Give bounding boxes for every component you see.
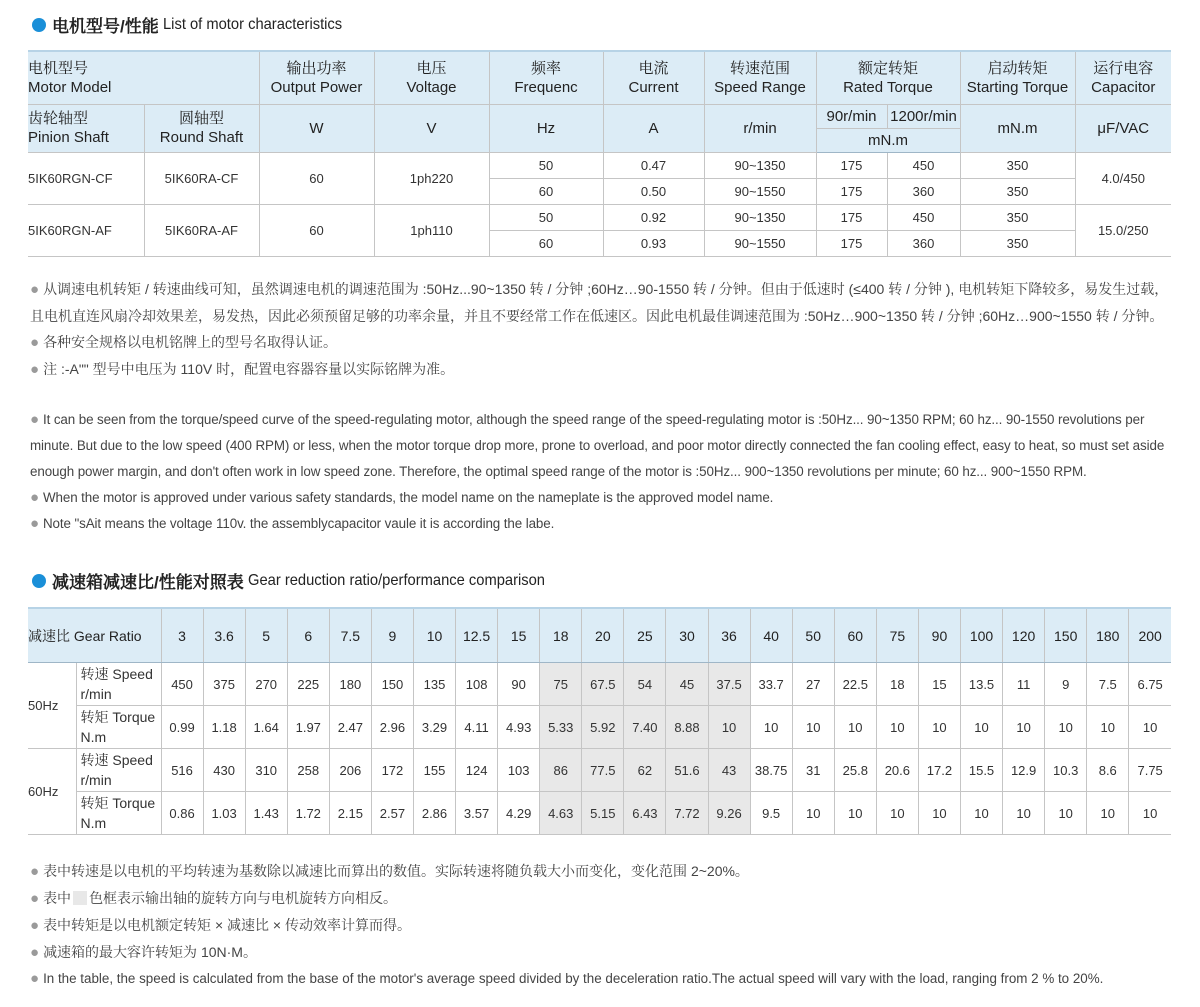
bullet-icon: ● [30, 411, 39, 428]
header-power-cn: 输出功率 [286, 59, 347, 77]
speed-label [76, 749, 161, 792]
note-text: 各种安全规格以电机铭牌上的型号名取得认证。 [43, 334, 338, 350]
torque-value: 9.26 [708, 792, 750, 835]
note-item [30, 511, 1175, 537]
speed-value: 75 [540, 663, 582, 706]
speed-value: 150 [371, 663, 413, 706]
speed-label-name: 转速 Speed [80, 666, 153, 682]
rt90-value: 175 [816, 178, 887, 204]
freq-value: 50 [489, 204, 603, 230]
current-value: 0.92 [603, 204, 704, 230]
speed-value: 90 [498, 663, 540, 706]
rt1200-value: 360 [887, 178, 960, 204]
speed-value: 86 [540, 749, 582, 792]
torque-value: 2.96 [371, 706, 413, 749]
section-title-cn: 电机型号/性能 [52, 17, 159, 36]
note-text: It can be seen from the torque/speed curve of the speed-regulating motor, although the speed range of the speed-regulating motor is :50Hz... 90~1350 RPM; 60 hz... 90-1550 revolutions per minute. But due to the low speed (400 RPM) or less, when the motor torque drop more, prone to overload, and poor motor directly connected the fan cooling effect, easy to heat, so must set aside enough power margin, and don't often work in low speed zone. Therefore, the optimal speed range of the motor is :50Hz... 900~1350 revolutions per minute; 60 hz... 900~1550 RPM. [30, 412, 1165, 479]
unit-rated: mN.m [816, 128, 960, 152]
speed-value: 25.8 [834, 749, 876, 792]
bullet-icon: ● [30, 515, 39, 532]
torque-value: 10 [708, 706, 750, 749]
speed-value: 6.75 [1129, 663, 1171, 706]
unit-start: mN.m [960, 104, 1075, 152]
torque-value: 3.57 [456, 792, 498, 835]
header-model-cn: 电机型号 [28, 59, 89, 77]
header-current-cn: 电流 [638, 59, 669, 77]
torque-value: 3.29 [413, 706, 455, 749]
speed-value: 135 [413, 663, 455, 706]
pinion-model: 5IK60RGN-CF [28, 152, 144, 204]
torque-value: 10 [918, 706, 960, 749]
speed-value: 37.5 [708, 663, 750, 706]
note-text: Note "sAit means the voltage 110v. the assemblycapacitor vaule it is according the labe. [42, 516, 555, 531]
torque-value: 5.15 [582, 792, 624, 835]
torque-value: 1.72 [287, 792, 329, 835]
note-text: 表中 [43, 890, 72, 906]
torque-value: 4.29 [498, 792, 540, 835]
gear-ratio-value: 100 [960, 608, 1002, 663]
gear-ratio-value: 3 [161, 608, 203, 663]
round-model: 5IK60RA-CF [144, 152, 259, 204]
note-item [30, 885, 1175, 912]
unit-capacitor: μF/VAC [1075, 104, 1171, 152]
start-value: 350 [960, 152, 1075, 178]
header-capacitor [1075, 51, 1171, 104]
current-value: 0.93 [603, 230, 704, 256]
gear-ratio-value: 20 [582, 608, 624, 663]
torque-value: 10 [1045, 792, 1087, 835]
speed-label-unit: r/min [80, 686, 112, 702]
note-text: 色框表示输出轴的旋转方向与电机旋转方向相反。 [89, 890, 398, 906]
start-value: 350 [960, 204, 1075, 230]
torque-value: 2.57 [371, 792, 413, 835]
header-round-cn: 圆轴型 [178, 110, 224, 127]
speed-value: 7.75 [1129, 749, 1171, 792]
speed-value: 11 [1003, 663, 1045, 706]
note-item [30, 912, 1175, 939]
speed-value: 103 [498, 749, 540, 792]
unit-frequency: Hz [489, 104, 603, 152]
speed-value: 10.3 [1045, 749, 1087, 792]
gear-ratio-value: 60 [834, 608, 876, 663]
speed-value: 90~1350 [704, 152, 816, 178]
rt90-value: 175 [816, 152, 887, 178]
bullet-icon: ● [30, 334, 40, 351]
gear-ratio-value: 90 [918, 608, 960, 663]
torque-value: 2.15 [329, 792, 371, 835]
speed-value: 17.2 [918, 749, 960, 792]
notes-cn [30, 276, 1175, 383]
torque-value: 1.97 [287, 706, 329, 749]
torque-value: 10 [1045, 706, 1087, 749]
torque-value: 10 [1129, 792, 1171, 835]
header-model-en: Motor Model [28, 78, 112, 96]
gear-speed-row [28, 663, 1171, 706]
torque-value: 6.43 [624, 792, 666, 835]
gear-ratio-value: 9 [371, 608, 413, 663]
header-speed-en: Speed Range [714, 78, 806, 96]
bullet-icon: ● [30, 917, 40, 934]
torque-value: 10 [876, 706, 918, 749]
torque-value: 10 [960, 792, 1002, 835]
motor-characteristics-table [28, 50, 1171, 257]
gear-ratio-value: 10 [413, 608, 455, 663]
header-start-cn: 启动转矩 [987, 59, 1048, 77]
speed-value: 172 [371, 749, 413, 792]
note-text: 减速箱的最大容许转矩为 10N·M。 [43, 944, 257, 960]
torque-value: 10 [1003, 706, 1045, 749]
speed-value: 43 [708, 749, 750, 792]
torque-value: 10 [792, 706, 834, 749]
note-item [30, 329, 1175, 356]
speed-label [76, 663, 161, 706]
gear-speed-row [28, 749, 1171, 792]
torque-value: 10 [1129, 706, 1171, 749]
gear-ratio-table [28, 607, 1171, 835]
speed-value: 38.75 [750, 749, 792, 792]
round-model: 5IK60RA-AF [144, 204, 259, 256]
speed-value: 180 [329, 663, 371, 706]
rt1200-value: 360 [887, 230, 960, 256]
gear-torque-row [28, 706, 1171, 749]
torque-label-unit: N.m [80, 729, 107, 745]
speed-value: 22.5 [834, 663, 876, 706]
header-rated-cn: 额定转矩 [857, 59, 918, 77]
speed-value: 124 [456, 749, 498, 792]
speed-value: 54 [624, 663, 666, 706]
gear-ratio-value: 15 [498, 608, 540, 663]
note-item [30, 485, 1175, 511]
torque-value: 10 [834, 792, 876, 835]
torque-value: 10 [792, 792, 834, 835]
header-power [259, 51, 374, 104]
speed-value: 18 [876, 663, 918, 706]
torque-label-name: 转矩 Torque [80, 795, 156, 811]
torque-value: 5.33 [540, 706, 582, 749]
torque-value: 4.63 [540, 792, 582, 835]
torque-value: 7.72 [666, 792, 708, 835]
gear-ratio-value: 200 [1129, 608, 1171, 663]
rt1200-value: 450 [887, 152, 960, 178]
speed-value: 270 [245, 663, 287, 706]
start-value: 350 [960, 230, 1075, 256]
speed-value: 31 [792, 749, 834, 792]
torque-value: 4.11 [456, 706, 498, 749]
torque-value: 1.64 [245, 706, 287, 749]
unit-current: A [603, 104, 704, 152]
highlight-swatch [73, 891, 87, 905]
voltage-value: 1ph110 [374, 204, 489, 256]
gear-torque-row [28, 792, 1171, 835]
gear-ratio-value: 12.5 [456, 608, 498, 663]
torque-label [76, 792, 161, 835]
speed-value: 77.5 [582, 749, 624, 792]
bullet-icon: ● [30, 281, 40, 298]
torque-value: 1.18 [203, 706, 245, 749]
torque-value: 10 [750, 706, 792, 749]
header-pinion-cn: 齿轮轴型 [28, 110, 89, 127]
speed-value: 9 [1045, 663, 1087, 706]
speed-value: 12.9 [1003, 749, 1045, 792]
speed-value: 155 [413, 749, 455, 792]
current-value: 0.47 [603, 152, 704, 178]
header-speed-cn: 转速范围 [729, 59, 790, 77]
header-rated-en: Rated Torque [843, 78, 933, 96]
bullet-icon [32, 18, 46, 32]
note-text: When the motor is approved under various safety standards, the model name on the nameplate is the approved model name. [42, 490, 774, 505]
header-starting-torque [960, 51, 1075, 104]
speed-value: 90~1550 [704, 230, 816, 256]
freq-value: 60 [489, 230, 603, 256]
gear-ratio-value: 18 [540, 608, 582, 663]
gear-ratio-value: 7.5 [329, 608, 371, 663]
speed-value: 310 [245, 749, 287, 792]
start-value: 350 [960, 178, 1075, 204]
unit-voltage: V [374, 104, 489, 152]
gear-ratio-value: 30 [666, 608, 708, 663]
note-item [30, 966, 1175, 992]
capacitor-value: 4.0/450 [1075, 152, 1171, 204]
header-freq-cn: 频率 [530, 59, 561, 77]
gear-ratio-value: 40 [750, 608, 792, 663]
bullet-icon: ● [30, 890, 40, 907]
header-rated-torque [816, 51, 960, 104]
note-item [30, 858, 1175, 885]
header-pinion-en: Pinion Shaft [28, 129, 109, 146]
speed-value: 206 [329, 749, 371, 792]
torque-value: 8.88 [666, 706, 708, 749]
header-pinion-shaft [28, 104, 144, 152]
torque-value: 10 [876, 792, 918, 835]
torque-value: 2.86 [413, 792, 455, 835]
gear-ratio-value: 3.6 [203, 608, 245, 663]
header-speed-range [704, 51, 816, 104]
frequency-label: 50Hz [28, 663, 76, 749]
header-voltage-en: Voltage [406, 78, 457, 96]
gear-ratio-value: 25 [624, 608, 666, 663]
header-current [603, 51, 704, 104]
notes-en [30, 407, 1175, 537]
speed-value: 258 [287, 749, 329, 792]
unit-power: W [259, 104, 374, 152]
gear-ratio-value: 75 [876, 608, 918, 663]
speed-value: 20.6 [876, 749, 918, 792]
speed-value: 62 [624, 749, 666, 792]
bullet-icon [32, 574, 46, 588]
note-text: 表中转速是以电机的平均转速为基数除以减速比而算出的数值。实际转速将随负载大小而变化，变化范围 2~20%。 [43, 863, 749, 879]
header-voltage [374, 51, 489, 104]
note-text: 表中转矩是以电机额定转矩 × 减速比 × 传动效率计算而得。 [43, 917, 411, 933]
header-freq-en: Frequenc [514, 78, 578, 96]
section-title-en: List of motor characteristics [162, 15, 342, 33]
gear-ratio-value: 5 [245, 608, 287, 663]
freq-value: 60 [489, 178, 603, 204]
torque-label [76, 706, 161, 749]
speed-value: 51.6 [666, 749, 708, 792]
speed-value: 27 [792, 663, 834, 706]
power-value: 60 [259, 204, 374, 256]
current-value: 0.50 [603, 178, 704, 204]
speed-value: 33.7 [750, 663, 792, 706]
voltage-value: 1ph220 [374, 152, 489, 204]
torque-value: 10 [1087, 706, 1129, 749]
note-item [30, 939, 1175, 966]
torque-value: 9.5 [750, 792, 792, 835]
note-text: In the table, the speed is calculated from the base of the motor's average speed divided by the deceleration ratio.The actual speed will vary with the load, ranging from 2 % to 20%. [43, 971, 1104, 986]
gear-ratio-value: 36 [708, 608, 750, 663]
bullet-icon: ● [30, 863, 40, 880]
torque-value: 10 [918, 792, 960, 835]
header-voltage-cn: 电压 [416, 59, 447, 77]
torque-value: 5.92 [582, 706, 624, 749]
header-model [28, 51, 259, 104]
unit-speed: r/min [704, 104, 816, 152]
speed-value: 15 [918, 663, 960, 706]
note-item [30, 407, 1175, 485]
header-round-en: Round Shaft [159, 129, 244, 146]
speed-value: 45 [666, 663, 708, 706]
speed-value: 430 [203, 749, 245, 792]
torque-value: 10 [1003, 792, 1045, 835]
speed-value: 7.5 [1087, 663, 1129, 706]
speed-value: 13.5 [960, 663, 1002, 706]
bullet-icon: ● [30, 944, 40, 961]
speed-value: 225 [287, 663, 329, 706]
speed-value: 516 [161, 749, 203, 792]
header-round-shaft [144, 104, 259, 152]
gear-ratio-value: 6 [287, 608, 329, 663]
torque-value: 2.47 [329, 706, 371, 749]
section-title-motor [32, 12, 357, 37]
header-start-en: Starting Torque [966, 78, 1069, 96]
section-title-cn: 减速箱减速比/性能对照表 [52, 573, 244, 592]
torque-value: 10 [960, 706, 1002, 749]
rt90-value: 175 [816, 230, 887, 256]
speed-value: 90~1550 [704, 178, 816, 204]
gear-ratio-value: 120 [1003, 608, 1045, 663]
pinion-model: 5IK60RGN-AF [28, 204, 144, 256]
gear-ratio-value: 50 [792, 608, 834, 663]
torque-value: 7.40 [624, 706, 666, 749]
bullet-icon: ● [30, 489, 39, 506]
note-text: 从调速电机转矩 / 转速曲线可知，虽然调速电机的调速范围为 :50Hz...90~1350 转 / 分钟 ;60Hz…90-1550 转 / 分钟。但由于低速时 (≤400 转 / 分钟 ), 电机转矩下降较多，易发生过载，且电机直连风扇冷却效果差，易发热，因此必须预留足够的功率余量，并且不要经常工作在低速区。因此电机最佳调速范围为 :50Hz…900~1350 转 / 分钟 ;60Hz…900~1550 转 / 分钟。 [30, 281, 1169, 324]
speed-value: 108 [456, 663, 498, 706]
gear-ratio-value: 180 [1087, 608, 1129, 663]
header-rt-1200: 1200r/min [887, 104, 960, 128]
speed-value: 8.6 [1087, 749, 1129, 792]
header-cap-cn: 运行电容 [1093, 59, 1154, 77]
gear-header-row [28, 608, 1171, 663]
torque-value: 1.03 [203, 792, 245, 835]
rt1200-value: 450 [887, 204, 960, 230]
power-value: 60 [259, 152, 374, 204]
frequency-label: 60Hz [28, 749, 76, 835]
header-power-en: Output Power [270, 78, 363, 96]
header-current-en: Current [628, 78, 679, 96]
notes-gear [30, 858, 1175, 992]
freq-value: 50 [489, 152, 603, 178]
torque-value: 10 [1087, 792, 1129, 835]
note-item [30, 276, 1175, 329]
speed-value: 15.5 [960, 749, 1002, 792]
header-frequency [489, 51, 603, 104]
section-title-en: Gear reduction ratio/performance comparison [247, 571, 545, 589]
torque-value: 0.86 [161, 792, 203, 835]
note-item [30, 356, 1175, 383]
speed-value: 375 [203, 663, 245, 706]
capacitor-value: 15.0/250 [1075, 204, 1171, 256]
header-rt-90: 90r/min [816, 104, 887, 128]
torque-value: 4.93 [498, 706, 540, 749]
section-title-gear [32, 568, 571, 593]
bullet-icon: ● [30, 970, 40, 987]
speed-value: 450 [161, 663, 203, 706]
torque-label-unit: N.m [80, 815, 107, 831]
gear-ratio-label: 减速比 Gear Ratio [28, 608, 161, 663]
bullet-icon: ● [30, 361, 40, 378]
torque-label-name: 转矩 Torque [80, 709, 156, 725]
header-cap-en: Capacitor [1091, 78, 1156, 96]
rt90-value: 175 [816, 204, 887, 230]
note-text: 注 :-A"" 型号中电压为 110V 时，配置电容器容量以实际铭牌为准。 [43, 361, 455, 377]
gear-ratio-value: 150 [1045, 608, 1087, 663]
speed-label-name: 转速 Speed [80, 752, 153, 768]
speed-label-unit: r/min [80, 772, 112, 788]
torque-value: 1.43 [245, 792, 287, 835]
speed-value: 67.5 [582, 663, 624, 706]
torque-value: 0.99 [161, 706, 203, 749]
torque-value: 10 [834, 706, 876, 749]
speed-value: 90~1350 [704, 204, 816, 230]
